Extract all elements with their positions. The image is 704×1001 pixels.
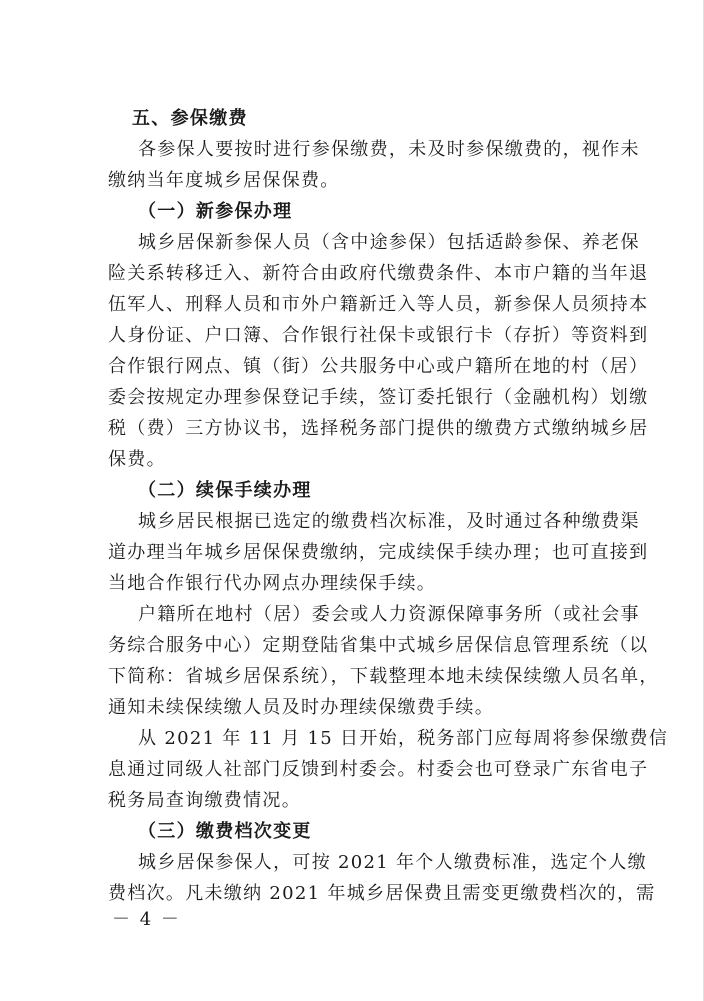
paragraph-line: 税务局查询缴费情况。 <box>108 790 301 811</box>
paragraph-line: 合作银行网点、镇（街）公共服务中心或户籍所在地的村（居） <box>108 356 649 377</box>
paragraph-line: 各参保人要按时进行参保缴费，未及时参保缴费的，视作未 <box>138 139 640 160</box>
paragraph-line: 人身份证、户口簿、合作银行社保卡或银行卡（存折）等资料到 <box>108 325 649 346</box>
paragraph-line: 税（费）三方协议书，选择税务部门提供的缴费方式缴纳城乡居 <box>108 418 649 439</box>
paragraph-line: 险关系转移迁入、新符合由政府代缴费条件、本市户籍的当年退 <box>108 263 649 284</box>
paragraph-line: 缴纳当年度城乡居保保费。 <box>108 170 340 191</box>
subsection-heading-contribution-level: （三）缴费档次变更 <box>138 821 312 842</box>
paragraph-line: 保费。 <box>108 449 166 470</box>
subsection-heading-new-enrollment: （一）新参保办理 <box>138 201 293 222</box>
paragraph-line: 当地合作银行代办网点办理续保手续。 <box>108 573 437 594</box>
paragraph-line: 从 2021 年 11 月 15 日开始，税务部门应每周将参保缴费信 <box>138 728 669 749</box>
paragraph-line: 道办理当年城乡居保保费缴纳，完成续保手续办理；也可直接到 <box>108 542 649 563</box>
paragraph-line: 通知未续保续缴人员及时办理续保缴费手续。 <box>108 697 494 718</box>
paragraph-line: 户籍所在地村（居）委会或人力资源保障事务所（或社会事 <box>138 604 640 625</box>
subsection-heading-renewal: （二）续保手续办理 <box>138 480 312 501</box>
paragraph-line: 息通过同级人社部门反馈到村委会。村委会也可登录广东省电子 <box>108 759 649 780</box>
paragraph-line: 城乡居保参保人，可按 2021 年个人缴费标准，选定个人缴 <box>138 852 647 873</box>
paragraph-line: 伍军人、刑释人员和市外户籍新迁入等人员，新参保人员须持本 <box>108 294 649 315</box>
paragraph-line: 委会按规定办理参保登记手续，签订委托银行（金融机构）划缴 <box>108 387 649 408</box>
page-number: － 4 － <box>112 909 181 930</box>
paragraph-line: 费档次。凡未缴纳 2021 年城乡居保费且需变更缴费档次的，需 <box>108 883 656 904</box>
paragraph-line: 务综合服务中心）定期登陆省集中式城乡居保信息管理系统（以 <box>108 635 649 656</box>
paragraph-line: 下简称：省城乡居保系统），下载整理本地未续保续缴人员名单， <box>108 666 659 687</box>
paragraph-line: 城乡居保新参保人员（含中途参保）包括适龄参保、养老保 <box>138 232 640 253</box>
paragraph-line: 城乡居民根据已选定的缴费档次标准，及时通过各种缴费渠 <box>138 511 640 532</box>
section-heading: 五、参保缴费 <box>132 108 248 129</box>
document-body <box>108 103 669 909</box>
